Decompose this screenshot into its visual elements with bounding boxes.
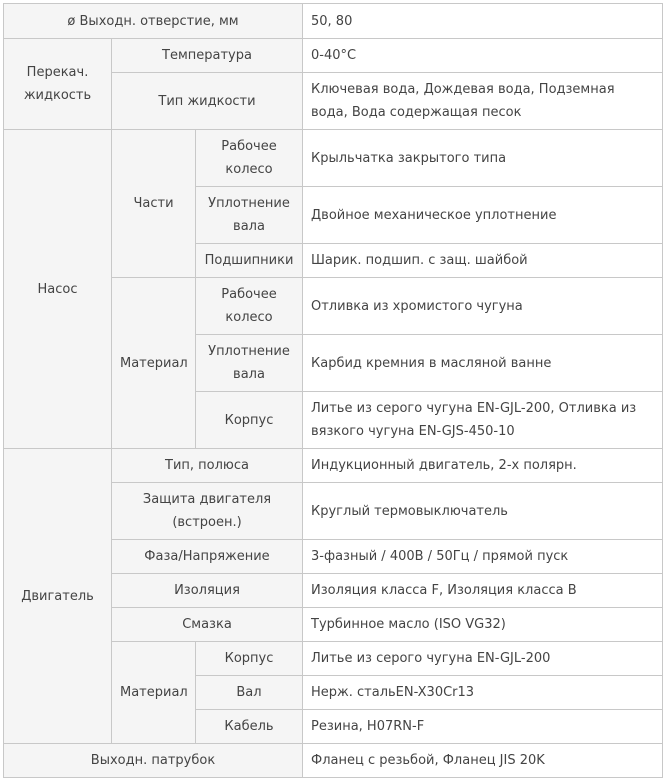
motor-material-cable-value: Резина, H07RN-F: [303, 710, 663, 744]
motor-type-poles-value: Индукционный двигатель, 2-х полярн.: [303, 449, 663, 483]
row-motor-type-poles: [4, 449, 663, 483]
pump-material-casing-label: Корпус: [196, 392, 303, 449]
pump-material-shaft-seal-label: Уплотнение вала: [196, 335, 303, 392]
pump-label: Насос: [4, 130, 112, 449]
motor-phase-voltage-label: Фаза/Напряжение: [112, 540, 303, 574]
pump-parts-impeller-value: Крыльчатка закрытого типа: [303, 130, 663, 187]
row-outlet-diameter: [4, 4, 663, 39]
motor-protection-value: Круглый термовыключатель: [303, 483, 663, 540]
pump-material-shaft-seal-value: Карбид кремния в масляной ванне: [303, 335, 663, 392]
pump-material-impeller-value: Отливка из хромистого чугуна: [303, 278, 663, 335]
motor-material-cable-label: Кабель: [196, 710, 303, 744]
pump-material-impeller-label: Рабочее колесо: [196, 278, 303, 335]
motor-material-shaft-value: Нерж. стальEN-X30Cr13: [303, 676, 663, 710]
pumped-liquid-label: Перекач. жидкость: [4, 39, 112, 130]
outlet-diameter-label: ø Выходн. отверстие, мм: [4, 4, 303, 39]
liquid-type-value: Ключевая вода, Дождевая вода, Подземная вода, Вода содержащая песок: [303, 73, 663, 130]
motor-type-poles-label: Тип, полюса: [112, 449, 303, 483]
outlet-diameter-value: 50, 80: [303, 4, 663, 39]
motor-lubrication-value: Турбинное масло (ISO VG32): [303, 608, 663, 642]
pump-parts-label: Части: [112, 130, 196, 278]
motor-insulation-label: Изоляция: [112, 574, 303, 608]
outlet-connection-value: Фланец с резьбой, Фланец JIS 20K: [303, 744, 663, 778]
motor-material-casing-label: Корпус: [196, 642, 303, 676]
motor-insulation-value: Изоляция класса F, Изоляция класса B: [303, 574, 663, 608]
row-temperature: [4, 39, 663, 73]
motor-protection-label: Защита двигателя (встроен.): [112, 483, 303, 540]
motor-phase-voltage-value: 3-фазный / 400В / 50Гц / прямой пуск: [303, 540, 663, 574]
pump-material-label: Материал: [112, 278, 196, 449]
motor-material-label: Материал: [112, 642, 196, 744]
pump-material-casing-value: Литье из серого чугуна EN-GJL-200, Отливка из вязкого чугуна EN-GJS-450-10: [303, 392, 663, 449]
row-pump-parts-impeller: [4, 130, 663, 187]
row-outlet-connection: [4, 744, 663, 778]
motor-material-casing-value: Литье из серого чугуна EN-GJL-200: [303, 642, 663, 676]
pump-parts-shaft-seal-label: Уплотнение вала: [196, 187, 303, 244]
outlet-connection-label: Выходн. патрубок: [4, 744, 303, 778]
spec-table: [3, 3, 663, 778]
pump-parts-bearings-label: Подшипники: [196, 244, 303, 278]
motor-lubrication-label: Смазка: [112, 608, 303, 642]
temperature-label: Температура: [112, 39, 303, 73]
motor-material-shaft-label: Вал: [196, 676, 303, 710]
pump-parts-impeller-label: Рабочее колесо: [196, 130, 303, 187]
liquid-type-label: Тип жидкости: [112, 73, 303, 130]
pump-parts-bearings-value: Шарик. подшип. с защ. шайбой: [303, 244, 663, 278]
motor-label: Двигатель: [4, 449, 112, 744]
pump-parts-shaft-seal-value: Двойное механическое уплотнение: [303, 187, 663, 244]
temperature-value: 0-40°C: [303, 39, 663, 73]
